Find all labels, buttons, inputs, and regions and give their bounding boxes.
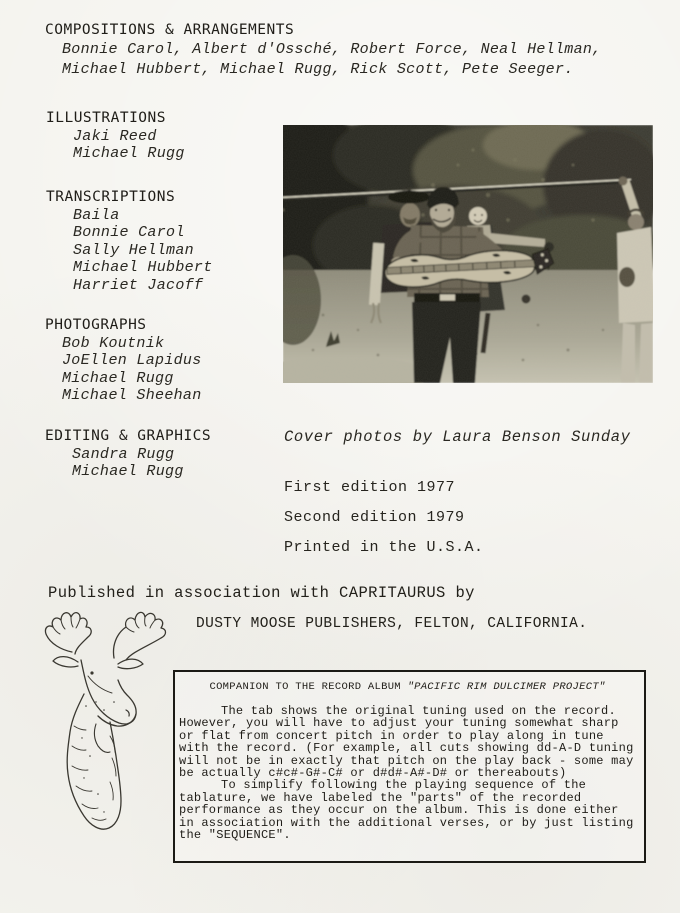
section-heading: COMPOSITIONS & ARRANGEMENTS: [45, 22, 295, 38]
companion-album-box: [173, 670, 646, 863]
album-title: "PACIFIC RIM DULCIMER PROJECT": [407, 681, 606, 693]
credit-section-illustrations: [46, 110, 185, 163]
companion-box-title-prefix: COMPANION TO THE RECORD ALBUM: [209, 681, 408, 693]
credit-section-compositions: [45, 22, 601, 80]
credit-section-editing-graphics: [45, 428, 211, 481]
edition-line: Second edition 1979: [284, 509, 465, 526]
credit-line: Bonnie Carol: [73, 224, 185, 242]
edition-line: Printed in the U.S.A.: [284, 539, 484, 556]
edition-line: First edition 1977: [284, 479, 456, 496]
section-heading: EDITING & GRAPHICS: [45, 428, 212, 444]
credit-line: Sandra Rugg: [72, 446, 175, 463]
credit-section-transcriptions: [46, 189, 213, 294]
cover-photo-illustration: [283, 125, 653, 383]
credit-line: Sally Hellman: [73, 241, 194, 259]
moose-drawing: [26, 606, 174, 878]
credit-line: Michael Hubbert: [73, 259, 213, 277]
publisher-name-line: DUSTY MOOSE PUBLISHERS, FELTON, CALIFORNIA.: [196, 616, 588, 632]
edition-block: [284, 473, 484, 563]
credit-line: JoEllen Lapidus: [62, 352, 202, 370]
credit-line: Baila: [73, 207, 120, 224]
credit-line: Jaki Reed: [73, 128, 157, 145]
photo-grain-overlay: [283, 125, 653, 383]
publisher-association-line: Published in association with CAPRITAURUS by: [48, 584, 475, 602]
moose-head-illustration: [26, 606, 174, 878]
credit-line: Bonnie Carol, Albert d'Ossché, Robert Force, Neal Hellman,: [62, 41, 602, 58]
companion-paragraph-1: The tab shows the original tuning used on the record. However, you will have to adjust your tuning somewhat sharp or flat from concert pitch in order to play along in tune with the record. (For example, all cuts showing dd-A-D tuning will not be in exactly that pitch on the play back - some may be actually c#c#-G#-C# or d#d#-A#-D# or thereabouts): [179, 704, 634, 781]
companion-box-body: [179, 705, 636, 841]
credit-line: Michael Rugg: [72, 463, 184, 481]
credit-line: Michael Hubbert, Michael Rugg, Rick Scott, Pete Seeger.: [62, 61, 574, 78]
companion-paragraph-2: To simplify following the playing sequence of the tablature, we have labeled the "parts" of the recorded performance as they occur on the album. This is done either in association with the additional verses, or by just listing the "SEQUENCE".: [179, 778, 634, 843]
cover-photo-image: [283, 125, 653, 383]
section-heading: ILLUSTRATIONS: [46, 110, 166, 126]
credit-line: Michael Sheehan: [62, 387, 202, 405]
credit-section-photographs: [45, 317, 202, 405]
section-heading: TRANSCRIPTIONS: [46, 189, 176, 205]
cover-photo-credit: Cover photos by Laura Benson Sunday: [284, 428, 631, 446]
credit-line: Michael Rugg: [73, 145, 185, 163]
credit-line: Bob Koutnik: [62, 335, 165, 352]
companion-box-title: [179, 681, 636, 694]
credit-line: Harriet Jacoff: [73, 276, 204, 294]
section-heading: PHOTOGRAPHS: [45, 317, 147, 333]
credit-line: Michael Rugg: [62, 369, 174, 387]
